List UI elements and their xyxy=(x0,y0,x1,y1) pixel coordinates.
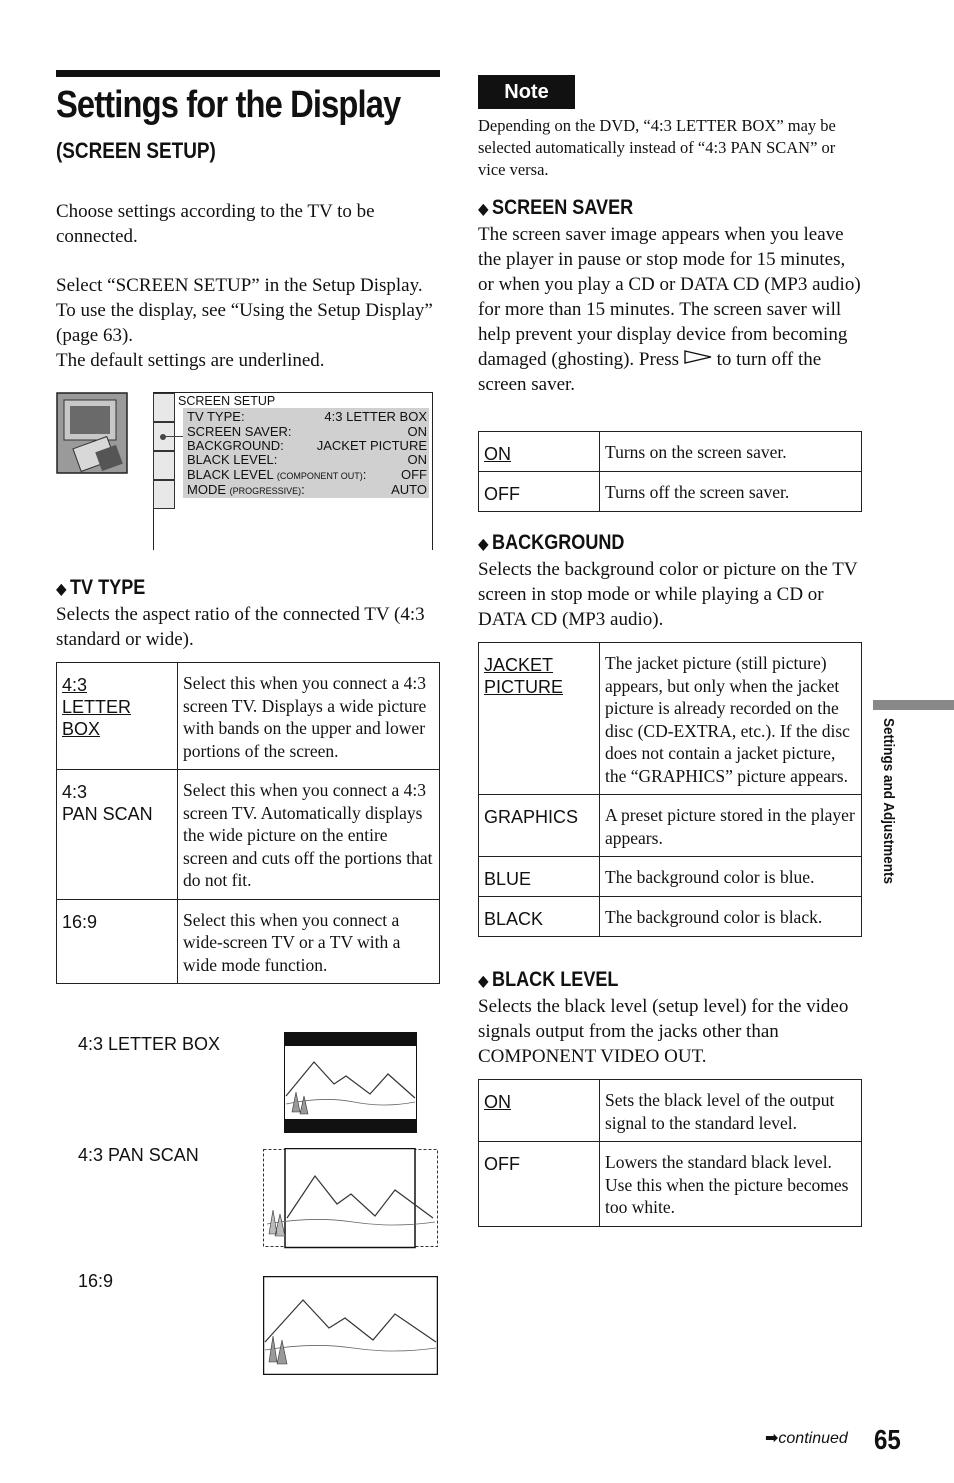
option-key: JACKET PICTURE xyxy=(479,643,600,795)
side-tab-bar xyxy=(873,700,954,710)
setup-screen-header: SCREEN SETUP xyxy=(178,394,276,408)
setup-menu-label: SCREEN SAVER: xyxy=(187,424,292,439)
tv-type-heading: ◆ TV TYPE xyxy=(56,576,146,599)
setup-menu-value: JACKET PICTURE xyxy=(316,438,427,453)
table-row xyxy=(479,857,862,897)
title-rule xyxy=(56,70,440,77)
screen-saver-table xyxy=(478,431,862,512)
option-description: Select this when you connect a 4:3 screen TV. Displays a wide picture with bands on the upper and lower portions of the screen. xyxy=(178,663,440,770)
note-text: Depending on the DVD, “4:3 LETTER BOX” may be selected automatically instead of “4:3 PAN SCAN” or vice versa. xyxy=(478,116,836,179)
table-row xyxy=(57,663,440,770)
selector-line xyxy=(163,436,185,437)
option-key: OFF xyxy=(479,1142,600,1227)
option-key: ON xyxy=(479,1080,600,1142)
setup-menu-label: MODE (PROGRESSIVE): xyxy=(187,482,305,497)
tv-type-table xyxy=(56,662,440,984)
page-title: Settings for the Display xyxy=(56,84,401,126)
option-key: ON xyxy=(479,432,600,472)
setup-menu-label: TV TYPE: xyxy=(187,409,245,424)
table-row xyxy=(479,795,862,857)
table-row xyxy=(57,899,440,984)
setup-menu-label: BLACK LEVEL: xyxy=(187,452,278,467)
option-key: BLACK xyxy=(479,897,600,937)
setup-menu-value: ON xyxy=(407,452,427,467)
black-level-table xyxy=(478,1079,862,1227)
continued-note: ➡continued xyxy=(765,1430,848,1447)
option-description: Sets the black level of the output signal to the standard level. xyxy=(600,1080,862,1142)
option-description: A preset picture stored in the player appears. xyxy=(600,795,862,857)
letterbox-picture xyxy=(284,1032,417,1133)
setup-menu-value: OFF xyxy=(401,467,427,482)
setup-tab xyxy=(153,451,175,480)
intro-paragraph-2: Select “SCREEN SETUP” in the Setup Display. To use the display, see “Using the Setup Display” (page 63). xyxy=(56,275,433,346)
intro-paragraph-3: The default settings are underlined. xyxy=(56,350,325,371)
diamond-icon: ◆ xyxy=(478,536,489,553)
option-description: Turns on the screen saver. xyxy=(600,432,862,472)
setup-menu-row xyxy=(187,438,427,453)
option-description: The background color is blue. xyxy=(600,857,862,897)
setup-tab xyxy=(153,480,175,509)
setup-menu-value: 4:3 LETTER BOX xyxy=(324,409,427,424)
selector-dot xyxy=(160,434,166,440)
setup-menu-value: ON xyxy=(407,424,427,439)
background-table xyxy=(478,642,862,937)
panscan-label: 4:3 PAN SCAN xyxy=(78,1145,199,1165)
option-description: Select this when you connect a wide-screen TV or a TV with a wide mode function. xyxy=(178,899,440,984)
option-description: The jacket picture (still picture) appears, but only when the jacket picture is already recorded on the disc (CD-EXTRA, etc.). If the disc does not contain a jacket picture, the “GRAPHICS” picture appears. xyxy=(600,643,862,795)
option-key: GRAPHICS xyxy=(479,795,600,857)
diamond-icon: ◆ xyxy=(56,581,67,598)
option-key: 4:3 LETTER BOX xyxy=(57,663,178,770)
background-description: Selects the background color or picture on the TV screen in stop mode or while playing a CD or DATA CD (MP3 audio). xyxy=(478,559,858,630)
page-subtitle: (SCREEN SETUP) xyxy=(56,138,216,163)
screen-saver-description: The screen saver image appears when you leave the player in pause or stop mode for 15 minutes, or when you play a CD or DATA CD (MP3 audio) for more than 15 minutes. The screen saver will help prevent your display device from becoming damaged (ghosting). Press to turn off the screen saver. xyxy=(478,224,861,395)
setup-menu-label: BLACK LEVEL (COMPONENT OUT): xyxy=(187,467,367,482)
background-heading: ◆ BACKGROUND xyxy=(478,531,625,554)
option-description: Lowers the standard black level. Use this when the picture becomes too white. xyxy=(600,1142,862,1227)
table-row xyxy=(479,432,862,472)
option-key: 4:3 PAN SCAN xyxy=(57,770,178,900)
screen-setup-icon xyxy=(56,392,128,474)
play-button-icon xyxy=(684,350,712,364)
black-level-description: Selects the black level (setup level) for the video signals output from the jacks other than COMPONENT VIDEO OUT. xyxy=(478,996,849,1067)
page-number: 65 xyxy=(874,1424,901,1455)
intro-paragraph-1: Choose settings according to the TV to be connected. xyxy=(56,201,375,247)
setup-menu-row xyxy=(187,424,427,439)
panscan-picture xyxy=(263,1148,438,1249)
option-description: The background color is black. xyxy=(600,897,862,937)
table-row xyxy=(57,770,440,900)
setup-menu-label: BACKGROUND: xyxy=(187,438,284,453)
table-row xyxy=(479,472,862,512)
table-row xyxy=(479,1142,862,1227)
option-description: Select this when you connect a 4:3 screen TV. Automatically displays the wide picture on the entire screen and cuts off the portions that do not fit. xyxy=(178,770,440,900)
option-key: OFF xyxy=(479,472,600,512)
note-badge: Note xyxy=(478,75,575,109)
side-tab-label: Settings and Adjustments xyxy=(880,718,897,885)
setup-menu-row xyxy=(187,482,427,499)
setup-menu-row xyxy=(187,452,427,467)
diamond-icon: ◆ xyxy=(478,201,489,218)
setup-menu-row xyxy=(187,409,427,424)
letterbox-label: 4:3 LETTER BOX xyxy=(78,1034,221,1054)
setup-menu-value: AUTO xyxy=(391,482,427,497)
table-row xyxy=(479,897,862,937)
wide-picture xyxy=(263,1276,438,1375)
arrow-right-icon: ➡ xyxy=(765,1430,779,1447)
table-row xyxy=(479,643,862,795)
diamond-icon: ◆ xyxy=(478,973,489,990)
screen-saver-heading: ◆ SCREEN SAVER xyxy=(478,196,634,219)
setup-tab xyxy=(153,393,175,422)
table-row xyxy=(479,1080,862,1142)
wide-label: 16:9 xyxy=(78,1271,114,1291)
option-key: BLUE xyxy=(479,857,600,897)
option-key: 16:9 xyxy=(57,899,178,984)
black-level-heading: ◆ BLACK LEVEL xyxy=(478,968,619,991)
tv-type-description: Selects the aspect ratio of the connected TV (4:3 standard or wide). xyxy=(56,604,425,650)
option-description: Turns off the screen saver. xyxy=(600,472,862,512)
